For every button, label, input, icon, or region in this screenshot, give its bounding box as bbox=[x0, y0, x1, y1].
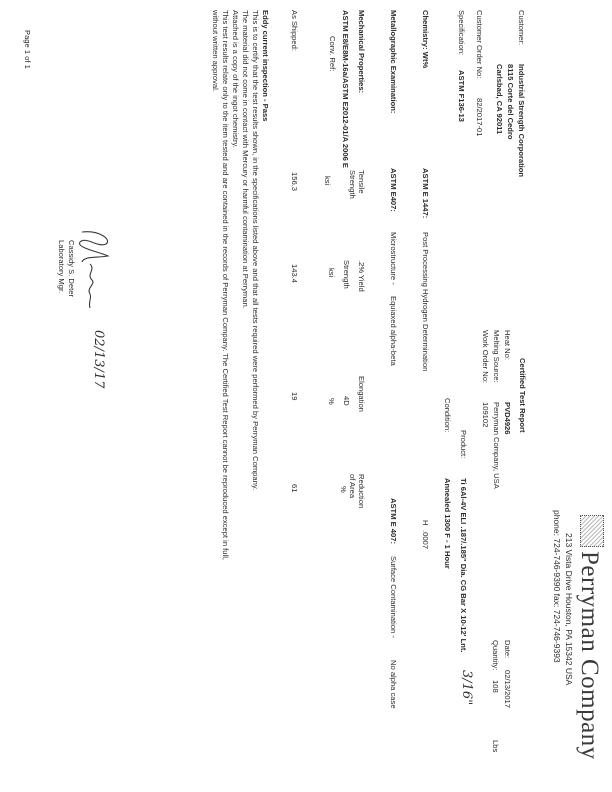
mech-value-elongation: 19 bbox=[290, 392, 299, 401]
mech-header-yield bbox=[327, 260, 366, 292]
heat-value: PVD4926 bbox=[503, 402, 512, 435]
handwritten-signature bbox=[72, 226, 120, 316]
signature-title: Laboratory Mgr. bbox=[57, 240, 66, 294]
page-number: Page 1 of 1 bbox=[23, 30, 32, 69]
company-address: 213 Vista Drive Houston, PA 15342 USA bbox=[564, 533, 574, 686]
mech-header-unit: % bbox=[326, 398, 336, 405]
product-value: Ti 6Al-4V ELI .187/.185" Dia. CG Bar X 10-12' Lnt. bbox=[459, 478, 468, 653]
logo-mark-icon bbox=[580, 515, 604, 547]
note-ingot-chemistry: Attached is a copy of the ingot chemistry. bbox=[231, 10, 240, 148]
note-certification: This is to certify that the test results shown, in the specifications listed above and that all tests required were performed by Perryman Company. bbox=[251, 10, 260, 491]
chemistry-label: Chemistry: Wt% bbox=[421, 10, 430, 69]
mech-value-tensile: 156.3 bbox=[290, 172, 299, 192]
company-logo: Perryman Company bbox=[574, 515, 604, 760]
mech-header-line2: Strength bbox=[341, 260, 351, 289]
mech-header-line2: of Area bbox=[347, 474, 357, 499]
customer-city: Carlsbad, CA 92011 bbox=[495, 64, 504, 135]
date-label: Date: bbox=[503, 640, 512, 659]
quantity-unit: Lbs bbox=[491, 740, 500, 753]
note-mercury: The material did not come in contact with Mercury or harmful contamination at Perryman. bbox=[241, 10, 250, 309]
metallographic-label: Metallographic Examination: bbox=[389, 10, 398, 114]
mech-header-unit: ksi bbox=[322, 176, 332, 186]
report-title: Certified Test Report bbox=[518, 358, 527, 433]
quantity-label: Quantity: bbox=[491, 640, 500, 671]
melting-source-value: Perryman Company, USA bbox=[492, 402, 501, 489]
microstructure-value: Equiaxed alpha-beta bbox=[389, 296, 398, 366]
mech-value-yield: 143.4 bbox=[290, 264, 299, 284]
mech-value-reduction: 61 bbox=[290, 484, 299, 493]
mech-header-line2: 4D bbox=[341, 396, 351, 406]
chemistry-value: .0007 bbox=[421, 530, 430, 550]
work-order-value: 109102 bbox=[481, 402, 490, 428]
mech-header-line1: .2% Yield bbox=[357, 260, 366, 292]
chemistry-element: H bbox=[421, 520, 430, 526]
metallographic-method: ASTM E407: bbox=[389, 168, 398, 212]
mechanical-standard: ASTM E8/E8M-16a/ASTM E2012-01/A 2006 E bbox=[341, 10, 350, 168]
mech-row-label: As Shipped: bbox=[290, 10, 299, 51]
heat-label: Heat No: bbox=[503, 330, 512, 360]
chemistry-method: ASTM E 1447: bbox=[421, 168, 430, 219]
mech-header-line1: Tensile bbox=[357, 170, 366, 194]
signature-name: Cassidy S. Deter bbox=[67, 240, 76, 297]
mechanical-conversion: Conv. Ref: bbox=[328, 36, 337, 72]
note-eddy-current: Eddy current inspection - Pass bbox=[261, 10, 270, 122]
mechanical-label: Mechanical Properties: bbox=[357, 10, 366, 94]
chemistry-description: Post Processing Hydrogen Determination bbox=[421, 232, 430, 372]
surface-method: ASTM E 407: bbox=[389, 498, 398, 544]
mech-header-line2: Strength bbox=[347, 170, 357, 199]
customer-street: 8115 Corte del Cedro bbox=[506, 64, 515, 140]
mech-header-reduction bbox=[339, 474, 366, 508]
mech-header-unit: ksi bbox=[326, 268, 336, 278]
condition-label: Condition: bbox=[443, 398, 452, 433]
surface-label: Surface Contamination - bbox=[389, 556, 398, 638]
product-handwritten-size: 3/16" bbox=[459, 670, 474, 706]
customer-order-label: Customer Order No: bbox=[475, 10, 484, 79]
condition-value: Annealed 1300 F - 1 Hour bbox=[443, 478, 452, 569]
mech-header-line1: Reduction bbox=[357, 474, 366, 509]
mech-header-unit: % bbox=[338, 486, 348, 493]
surface-value: No alpha case bbox=[389, 660, 398, 709]
work-order-label: Work Order No: bbox=[481, 330, 490, 384]
note-approval: without written approval. bbox=[211, 10, 220, 92]
microstructure-label: Microstructure - bbox=[389, 232, 398, 285]
mech-header-elongation bbox=[327, 376, 366, 412]
melting-source-label: Melting Source: bbox=[492, 330, 501, 383]
quantity-value: 108 bbox=[491, 680, 500, 693]
customer-name: Industrial Strength Corporation bbox=[517, 64, 526, 178]
mech-header-tensile bbox=[323, 170, 366, 199]
specification-label: Specification: bbox=[457, 10, 466, 56]
customer-order-value: 82/2017-01 bbox=[475, 98, 484, 137]
note-records: This test results relate only to the item tested and are contained in the records of Perryman Company. The Certified Test Report cannot be reproduced except in full, bbox=[221, 10, 230, 560]
mech-header-line1: Elongation bbox=[357, 376, 366, 412]
signature-date: 02/13/17 bbox=[91, 330, 106, 389]
specification-value: ASTM F136-13 bbox=[457, 70, 466, 122]
date-value: 02/13/2017 bbox=[503, 670, 512, 709]
company-phone-fax: phone: 724-746-9390 fax: 724-746-9393 bbox=[552, 510, 562, 663]
product-label: Product: bbox=[459, 430, 468, 459]
customer-label: Customer: bbox=[517, 10, 526, 46]
